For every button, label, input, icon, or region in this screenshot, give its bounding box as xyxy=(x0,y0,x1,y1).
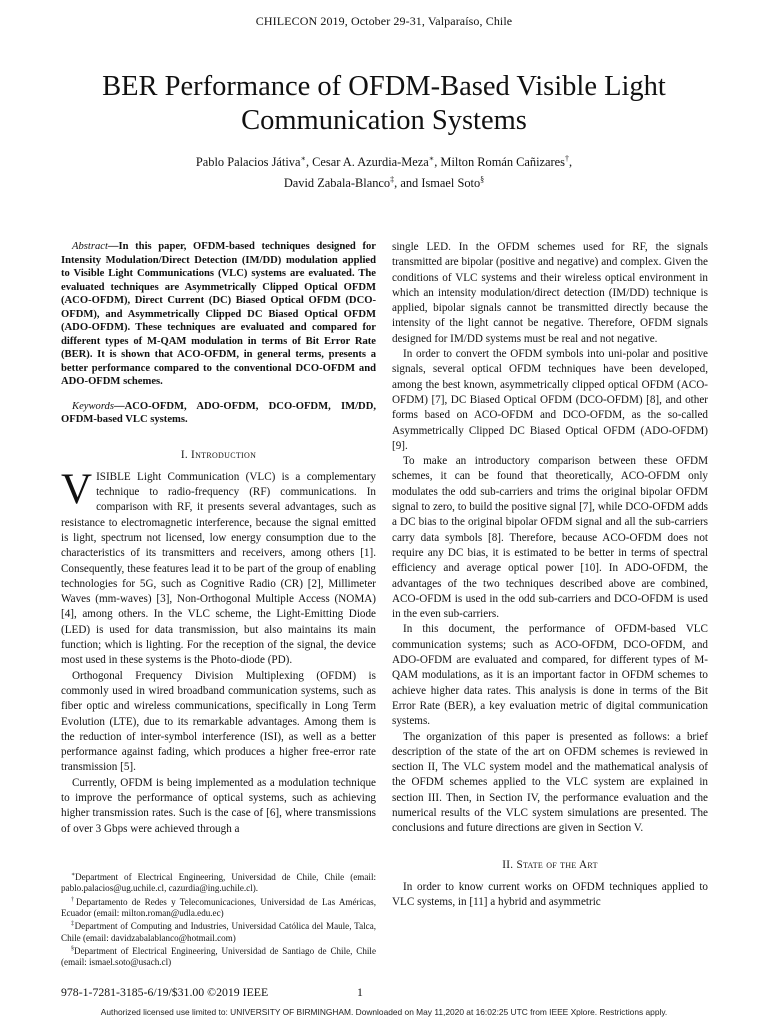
right-column xyxy=(392,240,708,910)
paragraph-text: ISIBLE Light Communication (VLC) is a complementary technique to radio-frequency (RF) communications. In comparison with RF, it presents several advantages, such as resistance to electromagnetic interference, because the signal emitted is light, spectrum not licensed, low energy consumption due to the characteristics of its transmitters and receivers, among others [1]. Consequently, these features lead it to be part of the group of enabling technologies for 5G, such as Cognitive Radio (CR) [2], Millimeter Waves (mm-waves) [3], Non-Orthogonal Multiple Access (NOMA) [4], among others. In the VLC scheme, the Light-Emitting Diode (LED) is used for data transmission, but also maintains its main function; which is lighting. For the reception of the signal, the device most used in these systems is the Photo-diode (PD). xyxy=(61,470,376,667)
abstract-label: Abstract xyxy=(72,241,108,252)
author-mark: § xyxy=(480,175,485,185)
intro-paragraph-5: To make an introductory comparison between these OFDM schemes, it can be found that theoretically, ACO-OFDM only modulates the odd sub-carriers and trims the original bipolar OFDM signal to zero, to build the positive signal [7], while DCO-OFDM adds a DC bias to the original bipolar OFDM signal and all the sub-carriers carry data symbols [8]. Therefore, because ACO-OFDM does not require any DC bias, it is estimated to be better in terms of spectral efficiency and average optical power [10]. In ADO-OFDM, the advantages of the two techniques described above are combined, ACO-OFDM is used in the odd sub-carriers and DCO-OFDM is used in the even sub-carriers. xyxy=(392,455,708,621)
intro-paragraph-3-start: Currently, OFDM is being implemented as a modulation technique to improve the performance of optical systems, such as achieving higher transmission rates. Such is the case of [6], where transmissions of over 3 Gbps were achieved through a xyxy=(61,776,376,835)
footnote-text: Department of Computing and Industries, Universidad Católica del Maule, Talca, Chile (email: davidzabalablanco@hotmail.com) xyxy=(61,921,377,943)
intro-paragraph-7: The organization of this paper is presented as follows: a brief description of the state of the art on OFDM schemes is reviewed in section II, The VLC system model and the mathematical analysis of the OFDM schemes applied to the VLC system are explained in section III. Then, in Section IV, the performance evaluation and the numerical results of the VLC system simulations are presented. The conclusions and future directions are given in Section V. xyxy=(392,730,708,835)
footnote-mark: § xyxy=(71,945,74,952)
footnote-text: Department of Electrical Engineering, Universidad de Santiago de Chile, Chile (email: ismael.soto@usach.cl) xyxy=(61,945,376,968)
author-mark: ∗ xyxy=(300,154,306,163)
separator: , xyxy=(569,155,573,170)
keywords-text: —ACO-OFDM, ADO-OFDM, DCO-OFDM, IM/DD, OFDM-based VLC systems. xyxy=(61,400,376,425)
footnotes xyxy=(61,870,376,969)
author-line-2 xyxy=(60,171,708,192)
page-number: 1 xyxy=(357,985,363,999)
author-mark: † xyxy=(565,154,569,163)
author-name: Ismael Soto xyxy=(421,176,481,191)
section-heading-introduction: I. Introduction xyxy=(180,448,257,461)
intro-paragraph-6: In this document, the performance of OFDM-based VLC communication systems; such as ACO-OFDM, DCO-OFDM, and ADO-OFDM are evaluated and compared, for different types of M-QAM modulations, as it is an important factor in OFDM schemes to achieve higher data rates. This analysis is done in terms of the Bit Error Rate (BER), a key evaluation metric of digital communication systems. xyxy=(392,623,708,728)
intro-paragraph-4: In order to convert the OFDM symbols into uni-polar and positive signals, several optical OFDM techniques have been developed, among the best known, asymmetrically clipped optical OFDM (ACO-OFDM) [7], DC Biased Optical OFDM (DCO-OFDM) [8], and other forms based on ACO-OFDM and DCO-OFDM, as the so-called Asymmetrically Clipped DC Biased Optical OFDM (ADO-OFDM) [9]. xyxy=(392,348,708,452)
section-heading-state-of-the-art: II. State of the Art xyxy=(502,858,598,871)
footnote-mark: ‡ xyxy=(71,921,75,928)
footnote xyxy=(61,870,376,895)
author-name: Milton Román Cañizares xyxy=(440,155,565,170)
abstract xyxy=(61,240,376,389)
paper-title: BER Performance of OFDM-Based Visible Light Communication Systems xyxy=(102,71,666,136)
sota-paragraph-1: In order to know current works on OFDM techniques applied to VLC systems, in [11] a hybrid and asymmetric xyxy=(392,880,708,909)
separator: , and xyxy=(394,176,422,191)
keywords-label: Keywords xyxy=(72,400,114,412)
abstract-text: —In this paper, OFDM-based techniques designed for Intensity Modulation/Direct Detection (IM/DD) modulation applied to Visible Light Communications (VLC) systems are evaluated. The evaluated techniques are Asymmetrically Clipped Optical OFDM (ACO-OFDM), Direct Current (DC) Biased Optical OFDM (DCO-OFDM), and Asymmetrically Clipped DC Biased Optical OFDM (ADO-OFDM). These techniques are evaluated and compared for different types of M-QAM modulation in terms of Bit Error Rate (BER). It is shown that ACO-OFDM, in general terms, presents a better performance compared to the conventional DCO-OFDM and ADO-OFDM schemes. xyxy=(61,241,376,387)
intro-paragraph-2: Orthogonal Frequency Division Multiplexing (OFDM) is commonly used in wired broadband communication systems, such as fiber optic and wireless communications, specifically in Long Term Evolution (LTE), due to its remarkable advantages. Among them is the reduction of inter-symbol interference (ISI), as well as a better performance against fading, which produces a higher free-error rate transmission [5]. xyxy=(61,669,376,774)
keywords xyxy=(61,400,376,427)
intro-paragraph-1 xyxy=(61,465,376,669)
author-mark: ‡ xyxy=(390,175,395,185)
author-name: Pablo Palacios Játiva xyxy=(195,155,301,170)
conference-header: CHILECON 2019, October 29-31, Valparaíso, Chile xyxy=(255,14,513,28)
separator: , xyxy=(305,155,313,170)
author-mark: ∗ xyxy=(428,154,435,163)
separator: , xyxy=(434,155,441,170)
footnote xyxy=(61,944,376,969)
license-notice: Authorized licensed use limited to: UNIVERSITY OF BIRMINGHAM. Downloaded on May 11,2020 at 16:02:25 UTC from IEEE Xplore. Restrictions apply. xyxy=(100,1007,668,1017)
footnote-mark: † xyxy=(71,896,76,903)
author-name: David Zabala-Blanco xyxy=(283,176,391,191)
footnote-text: Departamento de Redes y Telecomunicaciones, Universidad de Las Américas, Ecuador (email: milton.roman@udla.edu.ec) xyxy=(61,896,376,918)
footnote xyxy=(61,895,376,920)
author-list xyxy=(60,150,708,192)
footnote-mark: ∗ xyxy=(71,872,76,878)
footnote xyxy=(61,919,376,944)
intro-paragraph-3-cont: single LED. In the OFDM schemes used for RF, the signals transmitted are bipolar (positive and negative) and complex. Given the conditions of VLC systems and their wireless optical environment in which an intensity modulation/direct detection (IM/DD) technique is applied, bipolar signals cannot be transmitted directly because the intensity of the light cannot be negative. Therefore, OFDM signals designed for IM/DD systems must be real and not negative. xyxy=(392,241,708,345)
drop-cap: V xyxy=(61,465,93,513)
author-line-1 xyxy=(60,150,708,171)
author-name: Cesar A. Azurdia-Meza xyxy=(312,155,429,170)
isbn-copyright: 978-1-7281-3185-6/19/$31.00 ©2019 IEEE xyxy=(61,985,269,999)
left-column xyxy=(61,240,376,837)
footnote-text: Department of Electrical Engineering, Universidad de Chile, Chile (email: pablo.palacios@ug.uchile.cl, cazurdia@ing.uchile.cl). xyxy=(61,872,376,894)
